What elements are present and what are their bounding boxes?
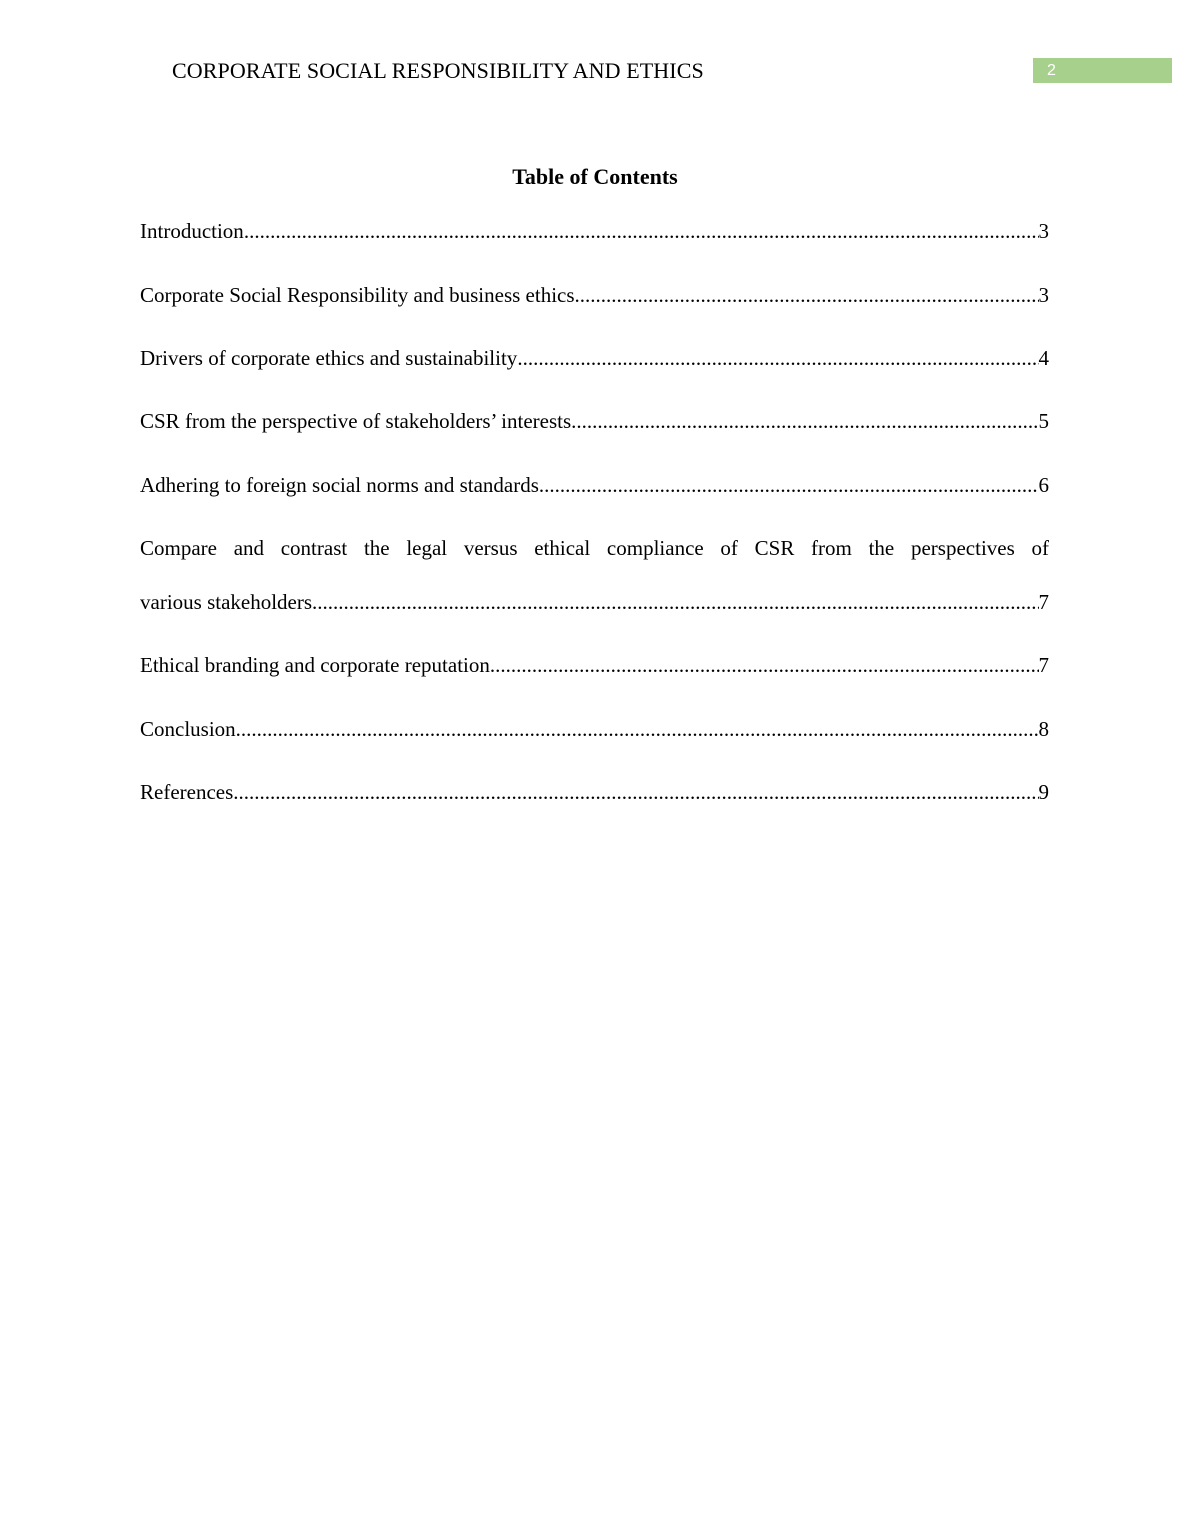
page-number-badge — [1033, 58, 1172, 83]
toc-entry-page: 8 — [1038, 717, 1049, 741]
toc-entry-legal-vs-ethical-cont[interactable] — [140, 587, 1049, 617]
toc-entry-references[interactable] — [140, 777, 1049, 807]
toc-entry-page: 6 — [1038, 473, 1049, 497]
toc-leader-dots — [312, 587, 1038, 617]
toc-heading: Table of Contents — [512, 164, 678, 189]
toc-leader-dots — [244, 216, 1039, 246]
toc-entry-page: 3 — [1038, 283, 1049, 307]
toc-entry-page: 7 — [1038, 653, 1049, 677]
toc-leader-dots — [233, 777, 1038, 807]
toc-entry-page: 7 — [1038, 590, 1049, 614]
toc-entry-stakeholders-interests[interactable] — [140, 406, 1049, 436]
toc-entry-page: 9 — [1038, 780, 1049, 804]
toc-entry-title: CSR from the perspective of stakeholders’ interests — [140, 409, 572, 433]
toc-entry-page: 5 — [1038, 409, 1049, 433]
toc-entry-title: Corporate Social Responsibility and business ethics — [140, 283, 575, 307]
toc-entry-title-line2: various stakeholders — [140, 590, 313, 614]
toc-leader-dots — [490, 650, 1039, 680]
toc-entry-legal-vs-ethical[interactable] — [140, 533, 1049, 563]
toc-leader-dots — [539, 470, 1039, 500]
toc-entry-csr-business-ethics[interactable] — [140, 280, 1049, 310]
page-number: 2 — [1047, 62, 1056, 79]
toc-entry-title: Ethical branding and corporate reputation — [140, 653, 490, 677]
toc-entry-page: 3 — [1038, 219, 1049, 243]
toc-leader-dots — [517, 343, 1038, 373]
toc-leader-dots — [575, 280, 1039, 310]
toc-entry-conclusion[interactable] — [140, 714, 1049, 744]
toc-entry-foreign-norms[interactable] — [140, 470, 1049, 500]
toc-entry-ethical-branding[interactable] — [140, 650, 1049, 680]
running-header-title: CORPORATE SOCIAL RESPONSIBILITY AND ETHICS — [172, 58, 704, 83]
toc-entry-title: References — [140, 780, 234, 804]
toc-entry-title-line1: Compare and contrast the legal versus ethical compliance of CSR from the perspectives of — [140, 536, 1049, 560]
toc-leader-dots — [571, 406, 1038, 436]
toc-leader-dots — [236, 714, 1039, 744]
toc-entry-drivers[interactable] — [140, 343, 1049, 373]
toc-entry-page: 4 — [1038, 346, 1049, 370]
toc-entry-title: Drivers of corporate ethics and sustainability — [140, 346, 518, 370]
toc-entry-title: Adhering to foreign social norms and standards — [140, 473, 539, 497]
toc-entry-title: Introduction — [140, 219, 244, 243]
toc-entry-introduction[interactable] — [140, 216, 1049, 246]
toc-entry-title: Conclusion — [140, 717, 236, 741]
